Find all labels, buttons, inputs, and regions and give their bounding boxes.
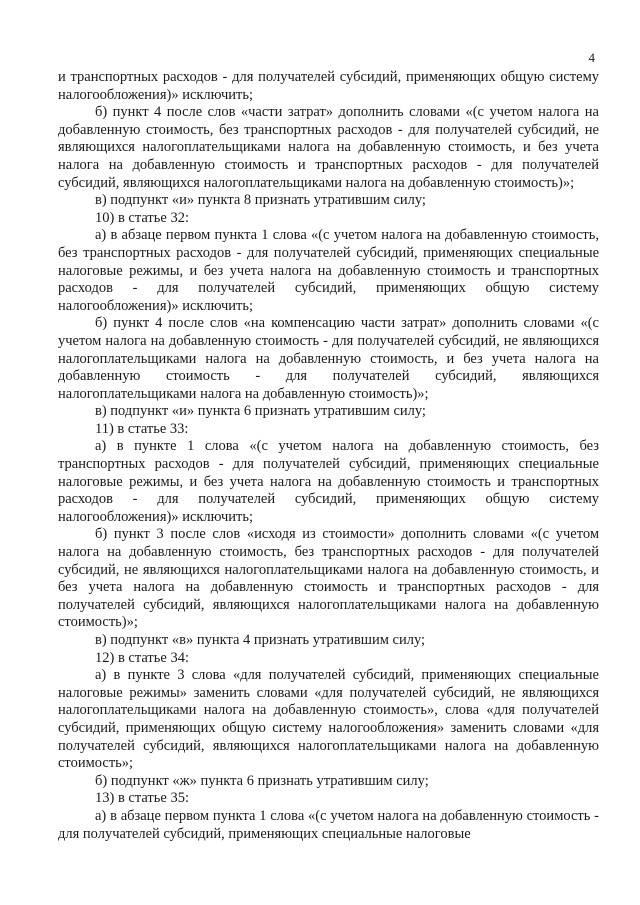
document-body: [58, 69, 599, 843]
paragraph: б) подпункт «ж» пункта 6 признать утратившим силу;: [95, 772, 429, 789]
paragraph: в) подпункт «в» пункта 4 признать утратившим силу;: [95, 632, 426, 648]
paragraph: в) подпункт «и» пункта 8 признать утратившим силу;: [95, 192, 426, 209]
paragraph: б) пункт 4 после слов «на компенсацию части затрат» дополнить словами «(с учетом налога на добавленную стоимость - для получателей субсидий, не являющихся налогоплательщиками налога на добавленную стоимость, и без учета налога на добавленную стоимость - для получателей субсидий, являющихся налогоплательщиками налога на добавленную стоимость)»;: [58, 315, 599, 402]
paragraph: б) пункт 4 после слов «части затрат» дополнить словами «(с учетом налога на добавленную стоимость, без транспортных расходов - для получателей субсидий, не являющихся налогоплательщиками налога на добавленную стоимость, и без учета налога на добавленную стоимость и транспортных расходов - для получателей субсидий, являющихся налогоплательщиками налога на добавленную стоимость)»;: [58, 104, 599, 191]
paragraph: и транспортных расходов - для получателей субсидий, применяющих общую систему налогообложения)» исключить;: [58, 69, 599, 103]
article-heading: 12) в статье 34:: [95, 649, 189, 666]
paragraph: в) подпункт «и» пункта 6 признать утратившим силу;: [95, 403, 426, 420]
article-heading: 10) в статье 32:: [95, 209, 189, 226]
paragraph: а) в пункте 3 слова «для получателей субсидий, применяющих специальные налоговые режимы» заменить словами «для получателей субсидий, не являющихся налогоплательщиками налога на добавленную стоимость», слова «для получателей субсидий, применяющих общую систему налогообложения» заменить словами «для получателей субсидий, являющихся налогоплательщиками налога на добавленную стоимость»;: [58, 667, 599, 772]
paragraph: а) в абзаце первом пункта 1 слова «(с учетом налога на добавленную стоимость, без транспортных расходов - для получателей субсидий, применяющих специальные налоговые режимы, и без учета налога на добавленную стоимость и транспортных расходов - для получателей субсидий, применяющих общую систему налогообложения)» исключить;: [58, 227, 599, 314]
paragraph: а) в абзаце первом пункта 1 слова «(с учетом налога на добавленную стоимость - для получателей субсидий, применяющих специальные налоговые: [58, 807, 599, 842]
paragraph: б) пункт 3 после слов «исходя из стоимости» дополнить словами «(с учетом налога на добавленную стоимость, без транспортных расходов - для получателей субсидий, не являющихся налогоплательщиками налога на добавленную стоимость, и без учета налога на добавленную стоимость и транспортных расходов - для получателей субсидий, являющихся налогоплательщиками налога на добавленную стоимость)»;: [58, 526, 599, 631]
paragraph: а) в пункте 1 слова «(с учетом налога на добавленную стоимость, без транспортных расходов - для получателей субсидий, применяющих специальные налоговые режимы, и без учета налога на добавленную стоимость и транспортных расходов - для получателей субсидий, применяющих общую систему налогообложения)» исключить;: [58, 438, 599, 525]
page-number: 4: [588, 50, 595, 65]
article-heading: 13) в статье 35:: [95, 790, 189, 807]
article-heading: 11) в статье 33:: [95, 420, 189, 437]
